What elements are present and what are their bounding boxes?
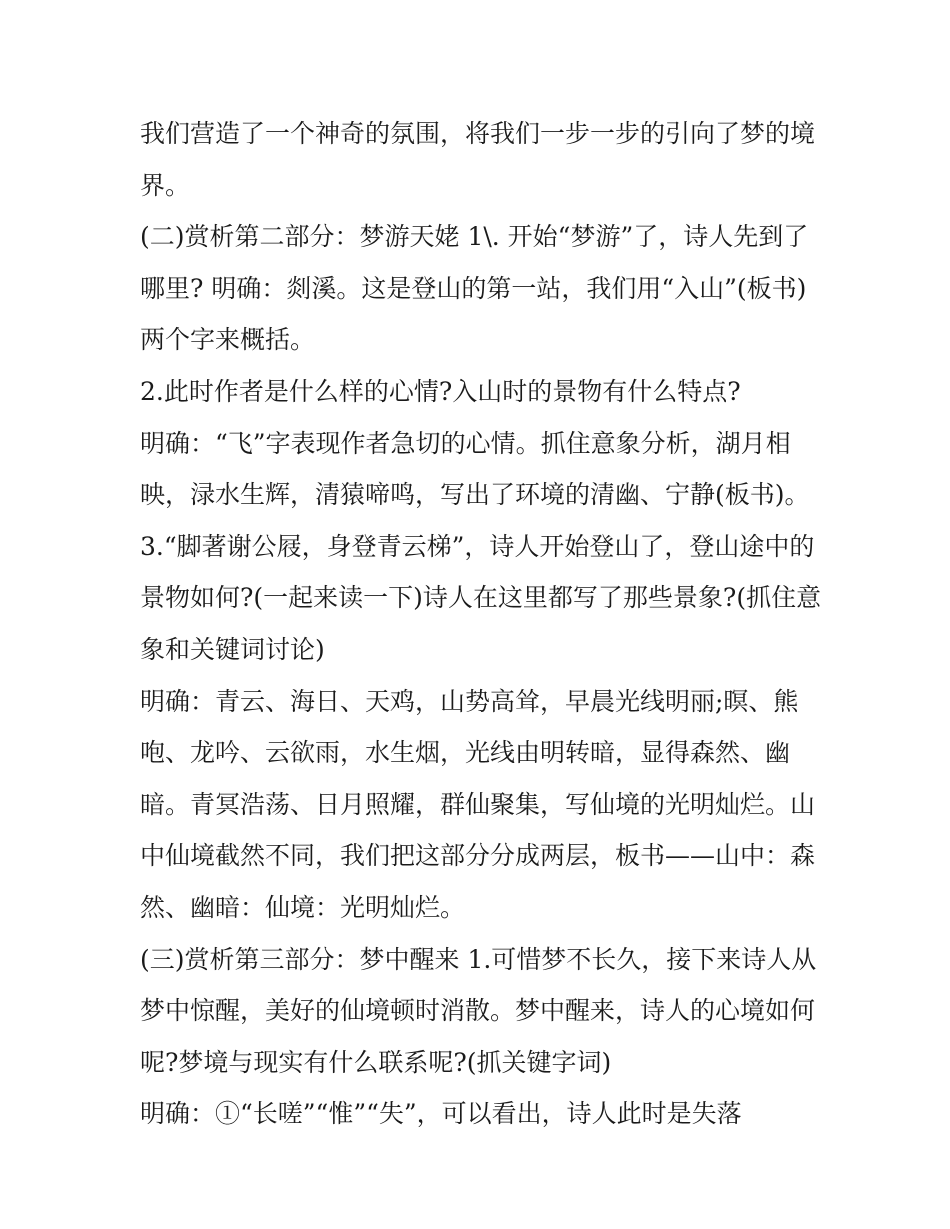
text-line: 明确：“飞”字表现作者急切的心情。抓住意象分析，湖月相 <box>140 428 791 458</box>
text-line: (二)赏析第二部分：梦游天姥 1\. 开始“梦游”了，诗人先到了 <box>140 222 809 252</box>
text-line: 明确：①“长嗟”“惟”“失”，可以看出，诗人此时是失落 <box>140 1099 742 1129</box>
text-line: 我们营造了一个神奇的氛围，将我们一步一步的引向了梦的境 <box>140 119 816 148</box>
text-line: 映，渌水生辉，清猿啼鸣，写出了环境的清幽、宁静(板书)。 <box>140 480 810 510</box>
text-line: 哪里? 明确：剡溪。这是登山的第一站，我们用“入山”(板书) <box>140 273 807 303</box>
text-line: 象和关键词讨论) <box>140 634 325 664</box>
text-line: 明确：青云、海日、天鸡，山势高耸，早晨光线明丽;暝、熊 <box>140 686 799 716</box>
text-line: 界。 <box>140 170 191 200</box>
text-line: 然、幽暗：仙境：光明灿烂。 <box>140 892 466 922</box>
text-line: (三)赏析第三部分：梦中醒来 1.可惜梦不长久，接下来诗人从 <box>140 944 817 974</box>
text-line: 3.“脚著谢公屐，身登青云梯”，诗人开始登山了，登山途中的 <box>140 531 815 561</box>
document-body <box>140 108 820 1140</box>
text-line: 中仙境截然不同，我们把这部分分成两层，板书——山中：森 <box>140 841 816 871</box>
text-line: 暗。青冥浩荡、日月照耀，群仙聚集，写仙境的光明灿烂。山 <box>140 789 816 819</box>
text-line: 景物如何?(一起来读一下)诗人在这里都写了那些景象?(抓住意 <box>140 583 822 613</box>
text-line: 咆、龙吟、云欲雨，水生烟，光线由明转暗，显得森然、幽 <box>140 738 791 768</box>
text-line: 2.此时作者是什么样的心情?入山时的景物有什么特点? <box>140 376 741 406</box>
text-line: 呢?梦境与现实有什么联系呢?(抓关键字词) <box>140 1047 612 1077</box>
text-line: 两个字来概括。 <box>140 325 316 355</box>
text-line: 梦中惊醒，美好的仙境顿时消散。梦中醒来，诗人的心境如何 <box>140 996 816 1026</box>
